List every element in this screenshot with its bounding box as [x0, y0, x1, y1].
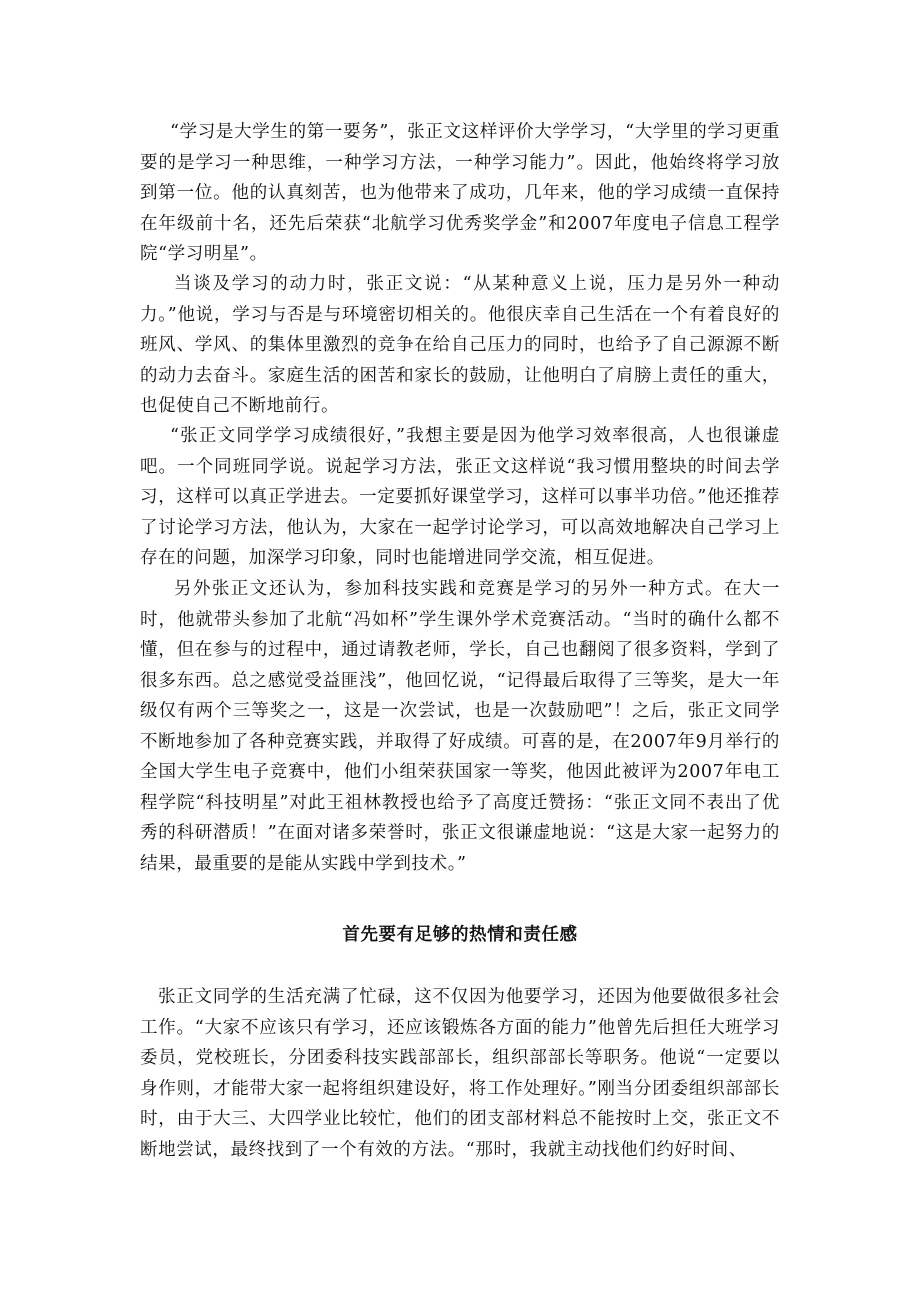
paragraph-study-first: “学习是大学生的第一要务”，张正文这样评价大学学习，“大学里的学习更重要的是学习一种思维，一种学习方法，一种学习能力”。因此，他始终将学习放到第一位。他的认真刻苦，也为他带来了成功，几年来，他的学习成绩一直保持在年级前十名，还先后荣获“北航学习优秀奖学金”和2007年度电子信息工程学院“学习明星”。 — [140, 122, 780, 264]
section-heading: 首先要有足够的热情和责任感 — [342, 925, 578, 945]
paragraph-study-method: “张正文同学学习成绩很好，”我想主要是因为他学习效率很高，人也很谦虚吧。一个同班同学说。说起学习方法，张正文这样说“我习惯用整块的时间去学习，这样可以真正学进去。一定要抓好课堂学习，这样可以事半功倍。”他还推荐了讨论学习方法，他认为，大家在一起学讨论学习，可以高效地解决自己学习上存在的问题，加深学习印象，同时也能增进同学交流，相互促进。 — [140, 426, 780, 568]
paragraph-competition: 另外张正文还认为，参加科技实践和竞赛是学习的另外一种方式。在大一时，他就带头参加了北航“冯如杯”学生课外学术竞赛活动。“当时的确什么都不懂，但在参与的过程中，通过请教老师，学长，自己也翻阅了很多资料，学到了很多东西。总之感觉受益匪浅”，他回忆说，“记得最后取得了三等奖，是大一年级仅有两个三等奖之一，这是一次尝试，也是一次鼓励吧”！之后，张正文同学不断地参加了各种竞赛实践，并取得了好成绩。可喜的是，在2007年9月举行的全国大学生电子竞赛中，他们小组荣获国家一等奖，他因此被评为2007年电工程学院“科技明星”对此王祖林教授也给予了高度迁赞扬：“张正文同不表出了优秀的科研潜质！”在面对诸多荣誉时，张正文很谦虚地说：“这是大家一起努力的结果，最重要的是能从实践中学到技术。” — [140, 579, 780, 874]
paragraph-motivation: 当谈及学习的动力时，张正文说：“从某种意义上说，压力是另外一种动力。”他说，学习与否是与环境密切相关的。他很庆幸自己生活在一个有着良好的班风、学风、的集体里激烈的竞争在给自己压力的同时，也给予了自己源源不断的动力去奋斗。家庭生活的困苦和家长的鼓励，让他明白了肩膀上责任的重大，也促使自己不断地前行。 — [140, 274, 780, 416]
paragraph-social-work: 张正文同学的生活充满了忙碌，这不仅因为他要学习，还因为他要做很多社会工作。“大家不应该只有学习，还应该锻炼各方面的能力”他曾先后担任大班学习委员，党校班长，分团委科技实践部部长，组织部部长等职务。他说“一定要以身作则，才能带大家一起将组织建设好，将工作处理好。”刚当分团委组织部部长时，由于大三、大四学业比较忙，他们的团支部材料总不能按时上交，张正文不断地尝试，最终找到了一个有效的方法。“那时，我就主动找他们约好时间、 — [140, 987, 780, 1160]
